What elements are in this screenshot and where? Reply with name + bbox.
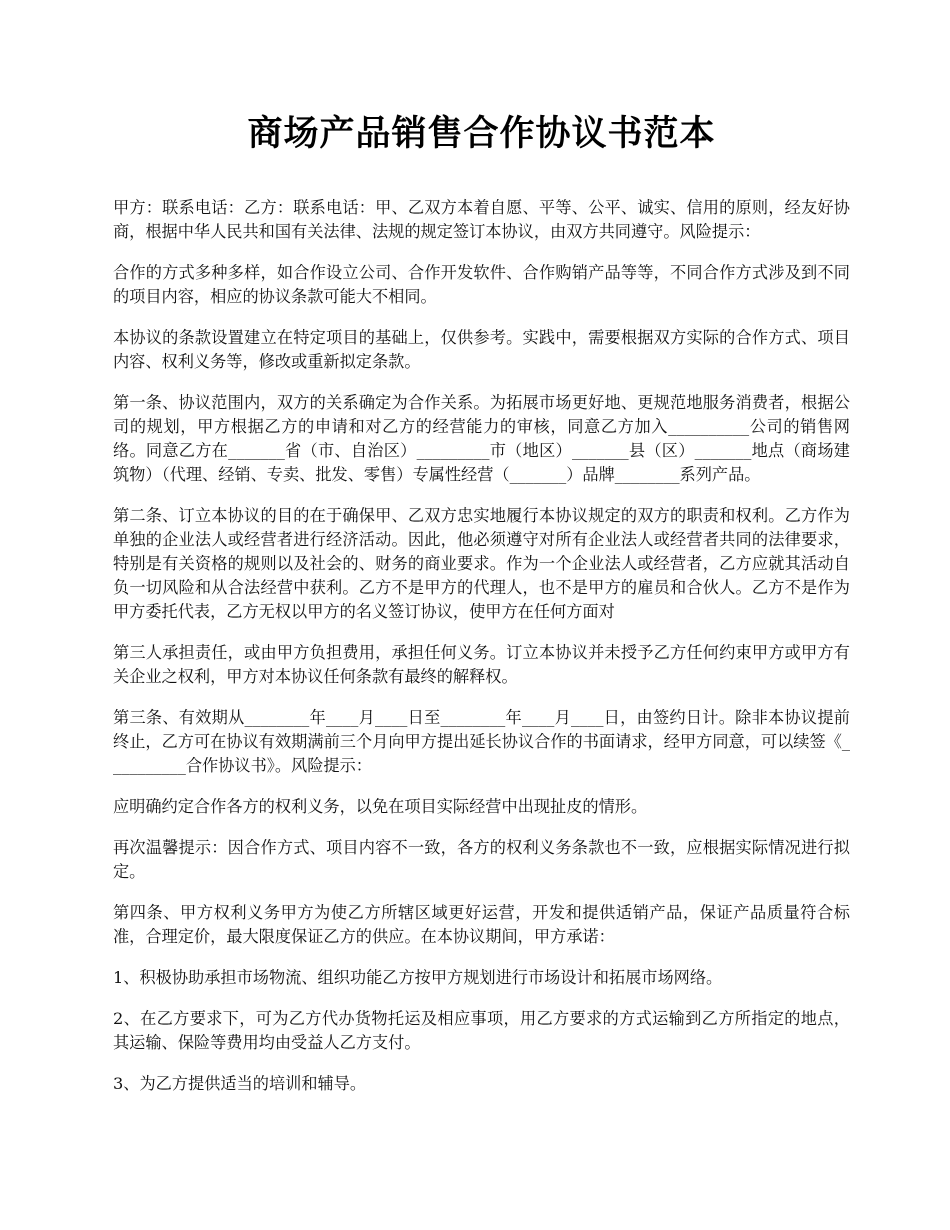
paragraph-item-2: 2、在乙方要求下，可为乙方代办货物托运及相应事项，用乙方要求的方式运输到乙方所指定的地点，其运输、保险等费用均由受益人乙方支付。: [113, 1009, 850, 1052]
paragraph-reminder: 再次温馨提示：因合作方式、项目内容不一致，各方的权利义务条款也不一致，应根据实际情况进行拟定。: [113, 838, 850, 881]
paragraph-article-2: 第二条、订立本协议的目的在于确保甲、乙双方忠实地履行本协议规定的双方的职责和权利。乙方作为单独的企业法人或经营者进行经济活动。因此，他必须遵守对所有企业法人或经营者共同的法律要求，特别是有关资格的规则以及社会的、财务的商业要求。作为一个企业法人或经营者，乙方应就其活动自负一切风险和从合法经营中获利。乙方不是甲方的代理人，也不是甲方的雇员和合伙人。乙方不是作为甲方委托代表，乙方无权以甲方的名义签订协议，使甲方在任何方面对: [113, 506, 850, 621]
paragraph-article-1: 第一条、协议范围内，双方的关系确定为合作关系。为拓展市场更好地、更规范地服务消费者，根据公司的规划，甲方根据乙方的申请和对乙方的经营能力的审核，同意乙方加入__________公司的销售网络。同意乙方在_______省（市、自治区）_________市（地区）_______县（区）_______地点（商场建筑物）（代理、经销、专卖、批发、零售）专属性经营（_______）品牌________系列产品。: [113, 393, 850, 484]
paragraph-reference-note: 本协议的条款设置建立在特定项目的基础上，仅供参考。实践中，需要根据双方实际的合作方式、项目内容、权利义务等，修改或重新拟定条款。: [113, 328, 850, 371]
document-title: 商场产品销售合作协议书范本: [247, 113, 716, 154]
paragraph-third-party: 第三人承担责任，或由甲方负担费用，承担任何义务。订立本协议并未授予乙方任何约束甲方或甲方有关企业之权利，甲方对本协议任何条款有最终的解释权。: [113, 643, 850, 686]
paragraph-item-1: 1、积极协助承担市场物流、组织功能乙方按甲方规划进行市场设计和拓展市场网络。: [113, 968, 723, 987]
paragraph-rights-note: 应明确约定合作各方的权利义务，以免在项目实际经营中出现扯皮的情形。: [113, 797, 648, 816]
paragraph-article-3: 第三条、有效期从________年____月____日至________年____月____日，由签约日计。除非本协议提前终止，乙方可在协议有效期满前三个月向甲方提出延长协议合作的书面请求，经甲方同意，可以续签《__________合作协议书》。风险提示：: [113, 708, 850, 775]
paragraph-article-4: 第四条、甲方权利义务甲方为使乙方所辖区域更好运营，开发和提供适销产品，保证产品质量符合标准，合理定价，最大限度保证乙方的供应。在本协议期间，甲方承诺：: [113, 903, 850, 946]
paragraph-cooperation-modes: 合作的方式多种多样，如合作设立公司、合作开发软件、合作购销产品等等，不同合作方式涉及到不同的项目内容，相应的协议条款可能大不相同。: [113, 263, 850, 306]
paragraph-item-3: 3、为乙方提供适当的培训和辅导。: [113, 1074, 367, 1093]
document-body: [113, 196, 850, 1096]
paragraph-parties-intro: 甲方：联系电话：乙方：联系电话：甲、乙双方本着自愿、平等、公平、诚实、信用的原则，经友好协商，根据中华人民共和国有关法律、法规的规定签订本协议，由双方共同遵守。风险提示：: [113, 198, 850, 241]
